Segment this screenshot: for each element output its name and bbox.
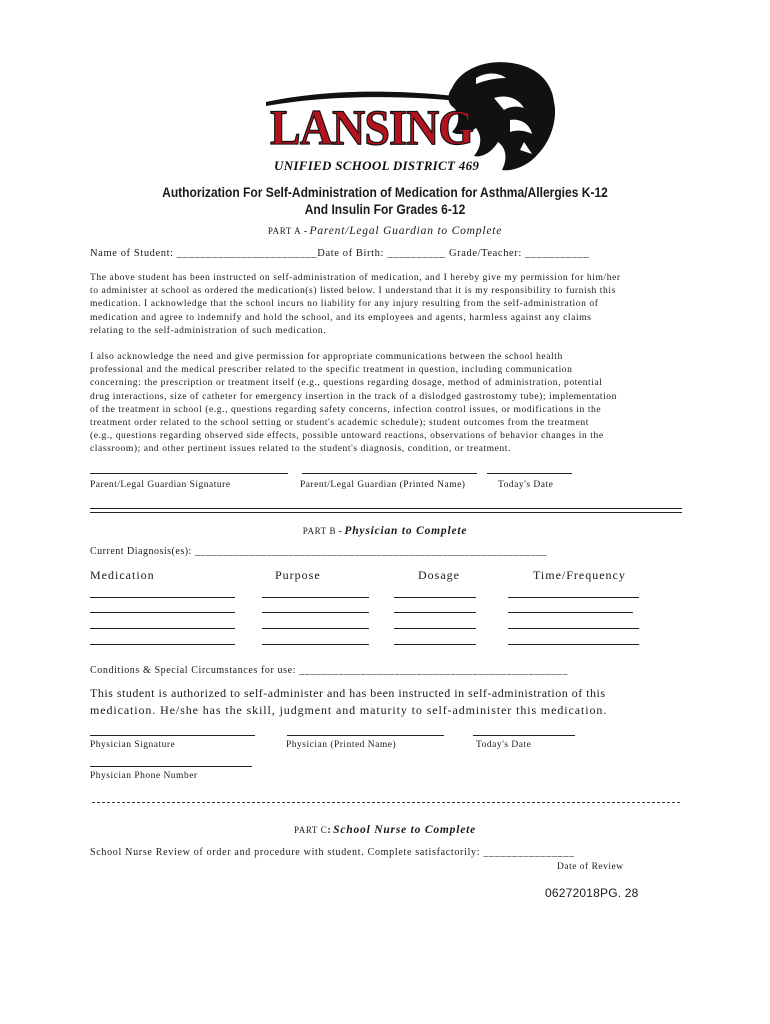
authorization-line: This student is authorized to self-administer and has been instructed in self-administration of this	[90, 686, 606, 700]
time-frequency-cell[interactable]	[508, 628, 639, 629]
consent-paragraph-1	[90, 271, 710, 337]
parent-date-caption: Today's Date	[498, 480, 554, 490]
parent-date-line[interactable]	[487, 473, 572, 474]
physician-date-line[interactable]	[473, 735, 575, 736]
consent-p2-line: treatment order related to the school setting or student's academic schedule); student outcomes from the treatment	[90, 417, 589, 429]
time-frequency-cell[interactable]	[508, 612, 633, 613]
part-b-sep: -	[336, 526, 345, 537]
consent-p1-line: relating to the self-administration of such medication.	[90, 324, 327, 336]
consent-p2-line: classroom); and other pertinent issues related to the student's diagnosis, condition, or treatment.	[90, 443, 511, 455]
physician-phone-line[interactable]	[90, 766, 252, 767]
medication-cell[interactable]	[90, 597, 235, 598]
col-header-dosage: Dosage	[418, 568, 460, 582]
part-a-heading	[0, 221, 770, 239]
consent-p2-line: professional and the medical prescriber related to the specific treatment in question, including communication	[90, 364, 573, 376]
parent-signature-line[interactable]	[90, 473, 288, 474]
logo-wordmark: LANSING	[270, 99, 474, 155]
consent-p1-line: medication. I acknowledge that the school incurs no liability for any injury resulting from the self-administration of	[90, 298, 599, 310]
physician-printed-name-caption: Physician (Printed Name)	[286, 740, 397, 750]
page-code: 06272018PG. 28	[545, 886, 639, 900]
medication-cell[interactable]	[90, 628, 235, 629]
purpose-cell[interactable]	[262, 644, 369, 645]
consent-p2-line: drug interactions, size of catheter for emergency insertion in the track of a dislodged gastrostomy tube); implementation	[90, 390, 617, 402]
review-date-caption: Date of Review	[557, 862, 624, 872]
consent-p2-line: (e.g., questions regarding observed side effects, possible untoward reactions, observations of behavior changes in the	[90, 430, 604, 442]
purpose-cell[interactable]	[262, 628, 369, 629]
consent-paragraph-2	[90, 350, 710, 456]
nurse-review-line[interactable]: School Nurse Review of order and procedure with student. Complete satisfactorily: ________________	[90, 847, 575, 858]
consent-p2-line: concerning: the prescription or treatment itself (e.g., questions regarding dosage, method of administration, potential	[90, 377, 603, 389]
medication-cell[interactable]	[90, 644, 235, 645]
consent-p1-line: medication and agree to indemnify and hold the school, and its employees and agents, harmless against any claims	[90, 311, 592, 323]
dosage-cell[interactable]	[394, 612, 476, 613]
form-title-line2: And Insulin For Grades 6-12	[304, 201, 466, 217]
part-a-sep: -	[301, 226, 310, 237]
medication-cell[interactable]	[90, 612, 235, 613]
student-info-line[interactable]: Name of Student: ________________________Date of Birth: __________ Grade/Teacher: ___________	[90, 248, 590, 259]
parent-printed-name-caption: Parent/Legal Guardian (Printed Name)	[300, 480, 466, 490]
form-title-line1: Authorization For Self-Administration of Medication for Asthma/Allergies K-12	[162, 184, 608, 200]
authorization-line: medication. He/she has the skill, judgment and maturity to self-administer this medication.	[90, 703, 608, 717]
dashed-divider	[92, 802, 680, 803]
logo-tagline: UNIFIED SCHOOL DISTRICT 469	[274, 158, 480, 173]
conditions-line[interactable]: Conditions & Special Circumstances for use: ________________________________________________	[90, 665, 568, 676]
parent-signature-caption: Parent/Legal Guardian Signature	[90, 480, 231, 490]
time-frequency-cell[interactable]	[508, 597, 639, 598]
part-b-title: Physician to Complete	[344, 525, 468, 537]
purpose-cell[interactable]	[262, 612, 369, 613]
part-b-heading	[0, 521, 770, 539]
part-a-label: PART A	[267, 226, 302, 236]
consent-p1-line: The above student has been instructed on self-administration of medication, and I hereby give my permission for him/her	[90, 272, 621, 283]
part-b-label: PART B	[302, 526, 337, 536]
physician-phone-caption: Physician Phone Number	[90, 771, 198, 781]
physician-date-caption: Today's Date	[476, 740, 532, 750]
col-header-medication: Medication	[90, 568, 155, 582]
part-c-label: PART C	[293, 825, 328, 835]
consent-p2-line: of the treatment in school (e.g., questions regarding safety concerns, infection control issues, or modifications in the	[90, 403, 602, 415]
physician-printed-name-line[interactable]	[287, 735, 444, 736]
parent-printed-name-line[interactable]	[302, 473, 477, 474]
dosage-cell[interactable]	[394, 644, 476, 645]
consent-p1-line: to administer at school as ordered the medication(s) listed below. I understand that it is my responsibility to furnish this	[90, 285, 616, 297]
part-c-title: School Nurse to Complete	[333, 824, 477, 836]
col-header-purpose: Purpose	[275, 568, 321, 582]
dosage-cell[interactable]	[394, 597, 476, 598]
district-logo	[262, 58, 562, 178]
col-header-time-frequency: Time/Frequency	[533, 568, 626, 582]
dosage-cell[interactable]	[394, 628, 476, 629]
authorization-statement	[90, 685, 607, 719]
physician-signature-caption: Physician Signature	[90, 740, 176, 750]
part-c-sep: :	[327, 825, 334, 836]
physician-signature-line[interactable]	[90, 735, 255, 736]
time-frequency-cell[interactable]	[508, 644, 639, 645]
purpose-cell[interactable]	[262, 597, 369, 598]
consent-p2-line: I also acknowledge the need and give permission for appropriate communications between the school health	[90, 351, 563, 362]
diagnosis-line[interactable]: Current Diagnosis(es): ________________________________________________________________	[90, 546, 547, 557]
part-c-heading	[0, 820, 770, 838]
part-a-title: Parent/Legal Guardian to Complete	[309, 225, 503, 237]
section-divider	[90, 508, 682, 513]
